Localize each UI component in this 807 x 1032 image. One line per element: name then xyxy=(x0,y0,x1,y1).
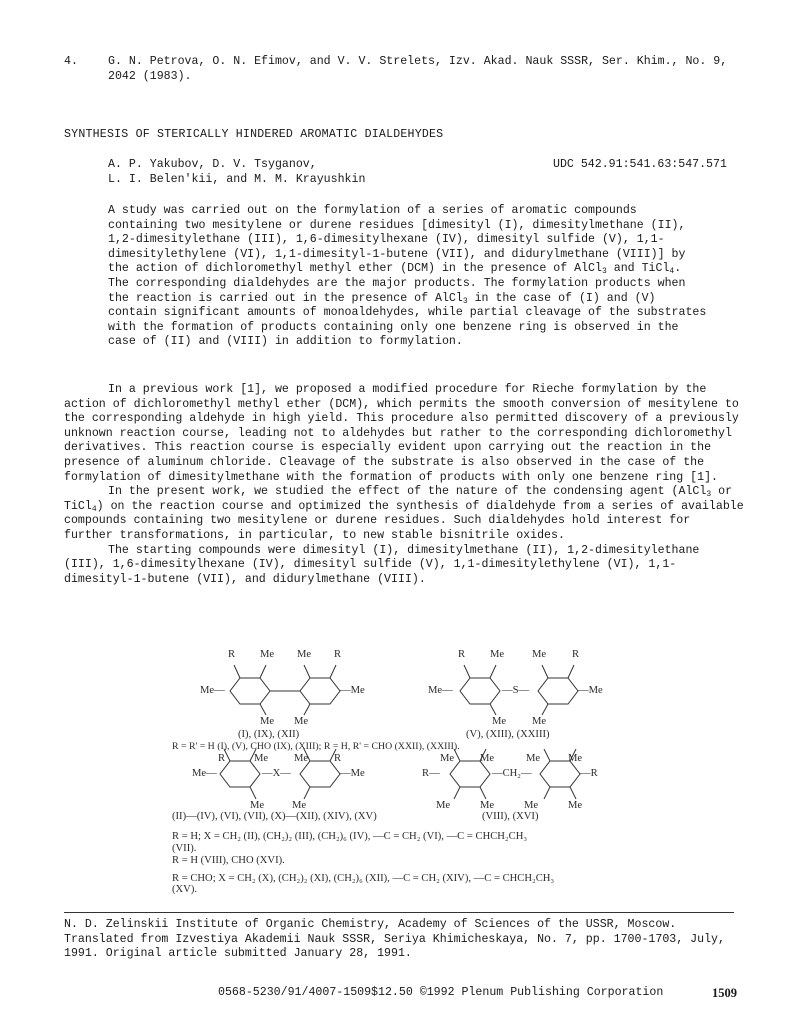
paragraph-2-c: ) on the reaction course and optimized the synthesis of dialdehyde from a series of available compounds containing two mesitylene or durene residues. Such dialdehydes hold interest for further transformations, in particular, to new stable bisnitrile oxides. xyxy=(64,499,744,542)
abstract-part-3: . The corresponding dialdehydes are the major products. The formylation products when the reaction is carried out in the presence of AlCl xyxy=(108,262,686,305)
s3-label-r-2: R xyxy=(334,753,342,764)
s1-label-left: Me— xyxy=(200,685,225,696)
abstract-sub-1: 3 xyxy=(601,267,607,277)
s1-label-bottom-2: Me xyxy=(294,716,309,727)
s2-label-bottom-2: Me xyxy=(532,716,547,727)
authors xyxy=(108,158,365,187)
authors-line-2: L. I. Belen'kii, and M. M. Krayushkin xyxy=(108,172,366,186)
s3-compounds: (II)—(IV), (VI), (VII), (X)—(XII), (XIV), (XV) xyxy=(172,811,377,822)
abstract-part-1: A study was carried out on the formylation of a series of aromatic compounds containing two mesitylene or durene residues [dimesityl (I), dimesitylmethane (II), 1,2-dimesitylethane (III), 1,6-dimesitylhexane (IV), dimesityl sulfide (V), 1,1-dimesitylethylene (VI), 1,1-dimesityl-1-butene (VII), and didurylmethane (VIII)] by the action of dichloromethyl methyl ether (DCM) in the presence of AlCl xyxy=(108,204,686,276)
abstract xyxy=(108,204,708,350)
s4-label-me-3: Me xyxy=(526,753,541,764)
paragraph-2-sub-1: 3 xyxy=(706,490,712,500)
s2-label-me-1: Me xyxy=(490,649,505,660)
s4-label-left: R— xyxy=(422,768,440,779)
s3-label-me-2: Me xyxy=(294,753,309,764)
s2-label-r-1: R xyxy=(458,649,466,660)
s4-label-me-1: Me xyxy=(440,753,455,764)
s1-ring-left xyxy=(230,678,270,704)
s1-ring-right xyxy=(300,678,340,704)
s3-label-right: —Me xyxy=(340,768,365,779)
s4-label-me-4: Me xyxy=(568,753,583,764)
page-number: 1509 xyxy=(712,986,737,1000)
s2-label-link: —S— xyxy=(502,685,530,696)
s1-compounds: (I), (IX), (XII) xyxy=(238,729,300,740)
s2-ring-right xyxy=(538,678,578,704)
reference-text: G. N. Petrova, O. N. Efimov, and V. V. Strelets, Izv. Akad. Nauk SSSR, Ser. Khim., No. 9, 2042 (1983). xyxy=(108,55,728,83)
s3-label-link: —X— xyxy=(262,768,291,779)
paragraph-2 xyxy=(64,485,744,543)
footnote: N. D. Zelinskii Institute of Organic Chemistry, Academy of Sciences of the USSR, Moscow. Translated from Izvestiya Akademii Nauk SSSR, Seriya Khimicheskaya, No. 7, pp. 1700-1703, July, 1991. Original article submitted January 28, 1991. xyxy=(64,918,725,961)
s2-label-left: Me— xyxy=(428,685,453,696)
s1-label-r-2: R xyxy=(334,649,342,660)
body-text xyxy=(64,383,744,587)
s2-label-r-2: R xyxy=(572,649,580,660)
reference-number: 4. xyxy=(64,55,78,68)
s3-label-bottom-2: Me xyxy=(292,800,307,811)
paragraph-2-a: In the present work, we studied the effect of the nature of the condensing agent (AlCl xyxy=(108,485,707,499)
paragraph-1: In a previous work [1], we proposed a modified procedure for Rieche formylation by the action of dichloromethyl methyl ether (DCM), which permits the smooth conversion of mesitylene to the corresponding aldehyde in high yield. This procedure also permitted discovery of a previously unknown reaction course, leading not to aldehydes but rather to the corresponding dichloromethyl derivatives. This reaction course is especially evident upon carrying out the reaction in the presence of aluminum chloride. Cleavage of the substrate is also observed in the case of the formylation of dimesitylmethane with the formation of products with only one benzene ring [1]. xyxy=(64,383,739,484)
paragraph-3: The starting compounds were dimesityl (I), dimesitylmethane (II), 1,2-dimesitylethane (III), 1,6-dimesitylhexane (IV), dimesityl sulfide (V), 1,1-dimesitylethylene (VI), 1,1-dimesityl-1-butene (VII), and didurylmethane (VIII). xyxy=(64,543,700,586)
abstract-sub-2: 4 xyxy=(669,267,675,277)
copyright-line: 0568-5230/91/4007-1509$12.50 ©1992 Plenum Publishing Corporation xyxy=(218,986,664,999)
s3-label-r-1: R xyxy=(218,753,226,764)
paragraph-2-sub-2: 4 xyxy=(91,504,97,514)
s2-label-right: —Me xyxy=(578,685,603,696)
s4-label-link: —CH₂— xyxy=(492,768,532,779)
article-title: SYNTHESIS OF STERICALLY HINDERED AROMATIC DIALDEHYDES xyxy=(64,128,444,141)
s1-label-right: —Me xyxy=(340,685,365,696)
chemical-scheme xyxy=(170,643,710,895)
s1-label-r-1: R xyxy=(228,649,236,660)
authors-line-1: A. P. Yakubov, D. V. Tsyganov, xyxy=(108,158,317,171)
r-definition-3: R = H (VIII), CHO (XVI). xyxy=(172,855,285,866)
r-definition-2: R = H; X = CH₂ (II), (CH₂)₂ (III), (CH₂)₆ (IV), —C = CH₂ (VI), —C = CHCH₂CH₃ xyxy=(172,831,528,842)
s2-label-bottom-1: Me xyxy=(492,716,507,727)
s3-label-me-1: Me xyxy=(254,753,269,764)
s4-label-bottom-2: Me xyxy=(480,800,495,811)
s4-label-right: —R xyxy=(580,768,598,779)
udc-code: UDC 542.91:541.63:547.571 xyxy=(553,158,727,171)
footnote-divider xyxy=(64,912,734,913)
r-definition-4: R = CHO; X = CH₂ (X), (CH₂)₂ (XI), (CH₂)₆ (XII), —C = CH₂ (XIV), —C = CHCH₂CH₃ xyxy=(172,873,555,884)
s1-label-me-1: Me xyxy=(260,649,275,660)
s4-compounds: (VIII), (XVI) xyxy=(482,811,539,822)
s3-label-left: Me— xyxy=(192,768,217,779)
paragraph-2-b: or TiCl xyxy=(64,485,733,513)
r-definition-1: R = R' = H (I), (V), CHO (IX), (XIII); R = H, R' = CHO (XXII), (XXIII). xyxy=(172,741,460,752)
abstract-part-4: in the case of (I) and (V) contain significant amounts of monoaldehydes, while partial cleavage of the substrates with the formation of products containing only one benzene ring is observed in the case of (II) and (VIII) in addition to formylation. xyxy=(108,291,707,349)
s4-label-bottom-1: Me xyxy=(436,800,451,811)
s1-label-me-2: Me xyxy=(297,649,312,660)
abstract-part-2: and TiCl xyxy=(606,262,670,276)
r-definition-4b: (XV). xyxy=(172,884,198,895)
s3-label-bottom-1: Me xyxy=(250,800,265,811)
s1-label-bottom-1: Me xyxy=(260,716,275,727)
s4-label-bottom-3: Me xyxy=(524,800,539,811)
abstract-sub-3: 3 xyxy=(462,296,468,306)
r-definition-2b: (VII). xyxy=(172,843,197,854)
s4-label-bottom-4: Me xyxy=(568,800,583,811)
s2-ring-left xyxy=(460,678,500,704)
s4-label-me-2: Me xyxy=(480,753,495,764)
s2-compounds: (V), (XIII), (XXIII) xyxy=(466,729,550,740)
s2-label-me-2: Me xyxy=(532,649,547,660)
